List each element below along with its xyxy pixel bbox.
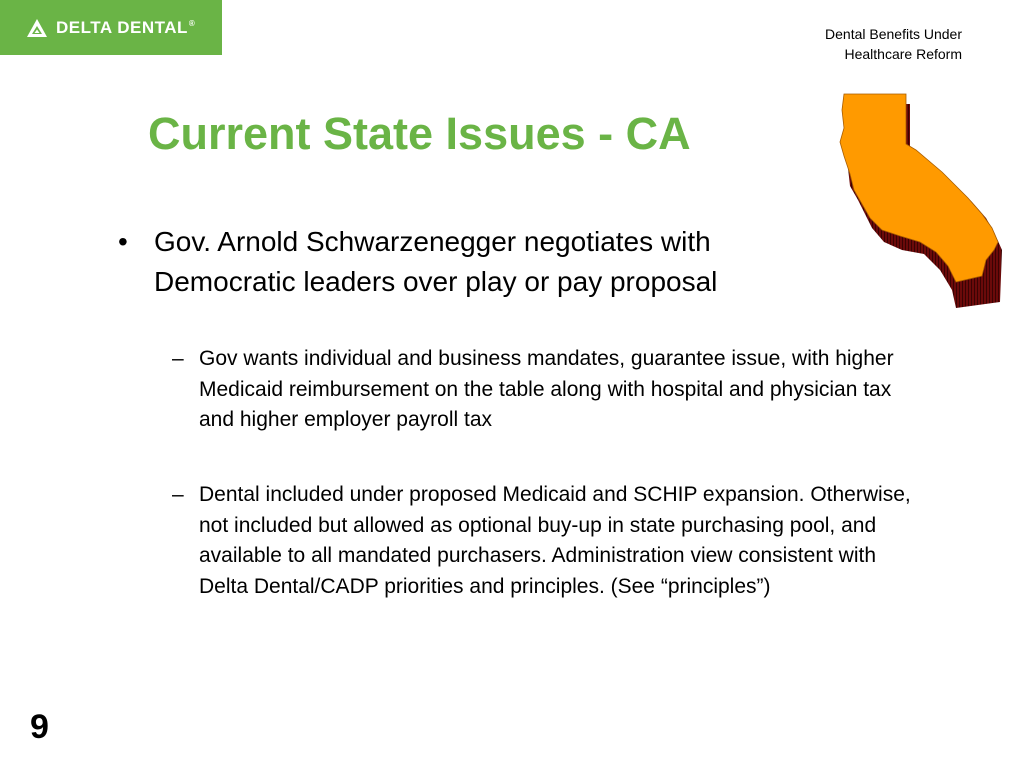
delta-triangle-icon — [26, 18, 48, 38]
header-text — [662, 24, 962, 64]
bullet-text: Gov. Arnold Schwarzenegger negotiates with Democratic leaders over play or pay proposal — [154, 226, 718, 297]
sub-bullet-text: Dental included under proposed Medicaid and SCHIP expansion. Otherwise, not included but allowed as optional buy-up in state purchasing pool, and available to all mandated purchasers. Administration view consistent with Delta Dental/CADP priorities and principles. (See “principles”) — [199, 483, 911, 598]
bullet-item — [118, 222, 848, 302]
header-line-1: Dental Benefits Under — [825, 26, 962, 42]
sub-bullet-marker: – — [172, 347, 184, 370]
slide-title: Current State Issues - CA — [148, 108, 691, 159]
header-line-2: Healthcare Reform — [844, 46, 962, 62]
sub-bullet-item — [172, 480, 912, 602]
sub-bullet-marker: – — [172, 483, 184, 506]
sub-bullet-item — [172, 344, 912, 436]
logo-text: DELTA DENTAL® — [56, 17, 196, 37]
california-map-icon — [836, 90, 1002, 310]
registered-mark: ® — [188, 18, 196, 28]
bullet-marker: • — [118, 226, 128, 257]
sub-bullet-text: Gov wants individual and business mandates, guarantee issue, with higher Medicaid reimbursement on the table along with hospital and physician tax and higher employer payroll tax — [199, 347, 894, 431]
delta-dental-logo — [0, 0, 222, 55]
page-number: 9 — [30, 708, 49, 746]
